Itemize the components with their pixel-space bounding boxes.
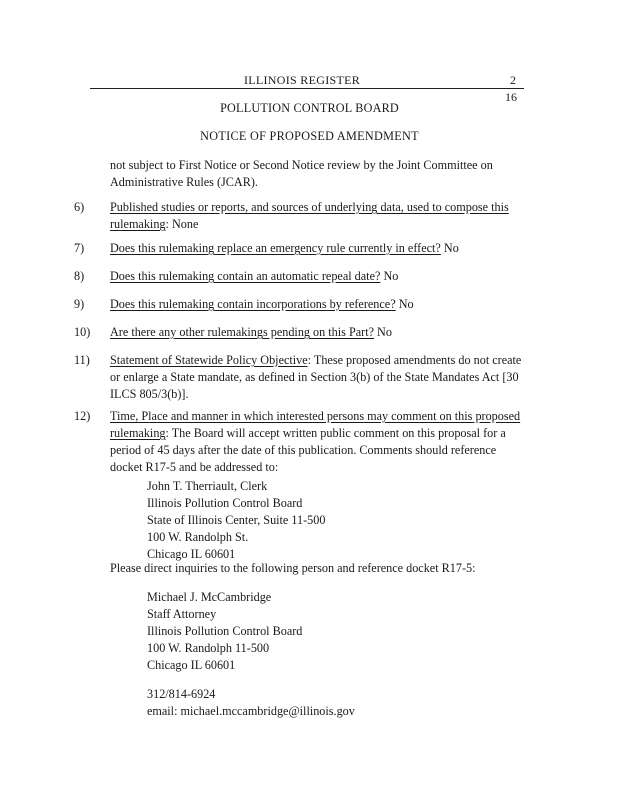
contact-line: Illinois Pollution Control Board	[147, 624, 303, 638]
list-item	[110, 240, 522, 257]
item-number: 7)	[74, 241, 85, 255]
item-question: Does this rulemaking contain incorporations by reference?	[110, 297, 396, 311]
list-item	[110, 408, 522, 476]
list-item	[110, 199, 522, 233]
contact-line: Staff Attorney	[147, 607, 217, 621]
item-number: 6)	[74, 200, 85, 214]
register-title: ILLINOIS REGISTER	[243, 73, 361, 87]
item-question: Statement of Statewide Policy Objective	[110, 353, 308, 367]
item-number: 12)	[74, 409, 91, 423]
address-line: John T. Therriault, Clerk	[147, 479, 268, 493]
item-answer: No	[395, 297, 414, 311]
item-number: 8)	[74, 269, 85, 283]
contact-email: email: michael.mccambridge@illinois.gov	[147, 704, 355, 718]
item-answer: No	[374, 325, 392, 339]
item-number: 11)	[74, 353, 90, 367]
list-item	[110, 324, 522, 341]
item-question: Does this rulemaking contain an automatic repeal date?	[110, 269, 381, 283]
item-answer: : The Board will accept written public comment on this proposal for a period of 45 days after the date of this publication. Comments should reference docket R17-5 and be addressed to:	[110, 426, 506, 474]
item-number: 9)	[74, 297, 85, 311]
item-question: Published studies or reports, and sources of underlying data, used to compose this rulemaking	[110, 200, 509, 231]
item-question: Time, Place and manner in which interested persons may comment on this proposed rulemaking	[110, 409, 521, 440]
item-question: Does this rulemaking replace an emergency rule currently in effect?	[110, 241, 441, 255]
agency-name: POLLUTION CONTROL BOARD	[220, 101, 399, 115]
address-line: Illinois Pollution Control Board	[147, 496, 303, 510]
contact-line: Michael J. McCambridge	[147, 590, 272, 604]
inquiries-text: Please direct inquiries to the following person and reference docket R17-5:	[110, 561, 476, 575]
item-answer: No	[440, 241, 459, 255]
item-answer: No	[380, 269, 399, 283]
list-item	[110, 296, 522, 313]
volume-number: 16	[505, 90, 517, 104]
notice-type: NOTICE OF PROPOSED AMENDMENT	[200, 129, 419, 143]
page-number: 2	[510, 73, 516, 87]
header-rule	[90, 88, 524, 89]
address-line: 100 W. Randolph St.	[147, 530, 249, 544]
item-answer: : None	[165, 217, 199, 231]
continuation-paragraph: not subject to First Notice or Second Notice review by the Joint Committee on Administrative Rules (JCAR).	[110, 158, 493, 189]
address-line: Chicago IL 60601	[147, 547, 236, 561]
item-number: 10)	[74, 325, 91, 339]
list-item	[110, 268, 522, 285]
item-answer: : These proposed amendments do not create or enlarge a State mandate, as defined in Section 3(b) of the State Mandates Act [30 ILCS 805/3(b)].	[110, 353, 522, 401]
item-question: Are there any other rulemakings pending on this Part?	[110, 325, 374, 339]
contact-phone: 312/814-6924	[147, 687, 216, 701]
contact-line: 100 W. Randolph 11-500	[147, 641, 270, 655]
contact-line: Chicago IL 60601	[147, 658, 236, 672]
list-item	[110, 352, 522, 403]
address-line: State of Illinois Center, Suite 11-500	[147, 513, 326, 527]
